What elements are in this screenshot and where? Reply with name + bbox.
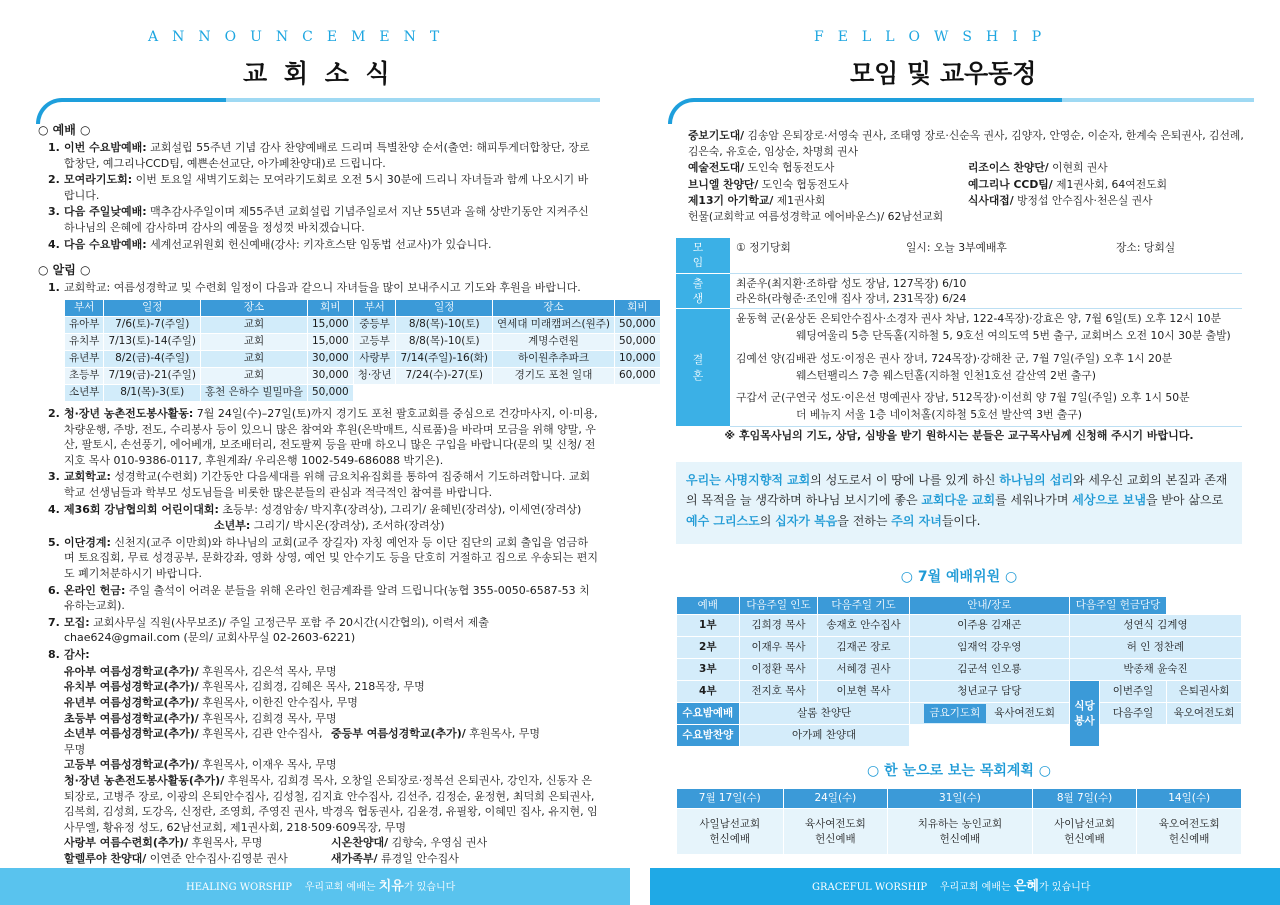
worship-cell: 1부 xyxy=(677,615,740,637)
worship-cell: 2부 xyxy=(677,637,740,659)
worship-header: 안내/장로 xyxy=(909,597,1069,615)
thanks-pair xyxy=(64,851,598,867)
worship-extra-row: 수요밤찬양 아가페 찬양대 xyxy=(677,725,1242,747)
left-footer: HEALING WORSHIP 우리교회 예배는 치유가 있습니다 xyxy=(0,868,630,905)
schedule-cell: 30,000 xyxy=(307,367,353,384)
right-footer: GRACEFUL WORSHIP 우리교회 예배는 은혜가 있습니다 xyxy=(650,868,1280,905)
notice-item: 2. 청·장년 농촌전도봉사활동: 7월 24일(수)–27일(토)까지 경기도 포천 팔호교회를 중심으로 건강마사지, 이·미용, 차량운행, 주방, 전도, 수리봉사 등이 있으니 많은 참여와 후원(은박매트, 식료품)을 바라며 모금을 위해 양말, 우산, 팔토시, 손선풍기, 에어베개, 보조배터리, 전도팔찌 등을 판매 하오니 많은 구입을 바랍니다(문의 및 신청/ 전지호 목사 010-9386-0117, 후원계좌/ 우리은행 1002-549-686088 박기은). xyxy=(48,406,598,467)
schedule-header-row xyxy=(65,299,661,316)
schedule-cell: 홍천 은하수 빌밀마을 xyxy=(200,384,307,401)
thanks-item: 초등부 여름성경학교(추가)/ 후원목사, 김희경 목사, 무명 xyxy=(64,711,337,725)
schedule-row xyxy=(65,350,661,367)
worship-cell: 청년교구 담당 xyxy=(909,681,1069,703)
plan-row xyxy=(677,809,1242,855)
worship-cell: 임재억 강우영 xyxy=(909,637,1069,659)
notice-list xyxy=(38,406,598,663)
title-rule-right xyxy=(226,98,600,102)
plan-cell: 치유하는 농인교회 헌신예배 xyxy=(888,809,1033,855)
support-pair: 예술전도대/ 도인숙 협동전도사 리조이스 찬양단/ 이현희 권사 xyxy=(688,161,1108,175)
notice-item: 4. 제36회 강남협의회 어린이대회: 초등부: 성경암송/ 박지후(장려상), 그리기/ 윤혜빈(장려상), 이세연(장려상) xyxy=(48,502,582,516)
birth-label: 출 생 xyxy=(676,273,730,309)
support-pair: 제13기 아기학교/ 제1권사회 식사대접/ 방정섭 안수집사·천은실 권사 xyxy=(688,193,1153,207)
schedule-cell: 교회 xyxy=(200,350,307,367)
schedule-cell: 15,000 xyxy=(307,333,353,350)
thanks-item: 중보기도대/ 김송암 은퇴장로·서영숙 권사, 조태영 장로·신순옥 권사, 김양자, 안영순, 이순자, 한계숙 은퇴권사, 김선례, 김은숙, 유호순, 임상순, 차명희 권사 xyxy=(688,129,1244,159)
worship-cell: 김군석 인오룡 xyxy=(909,659,1069,681)
schedule-cell: 7/24(수)-27(토) xyxy=(396,367,493,384)
notice-item: 1. 교회학교: 여름성경학교 및 수련회 일정이 다음과 같으니 자녀들을 많이 보내주시고 기도와 후원을 바랍니다. xyxy=(38,280,598,296)
worship-header: 다음주일 인도 xyxy=(739,597,818,615)
worship-header: 다음주일 헌금담당 xyxy=(1069,597,1166,615)
worship-cell: 허 인 정찬례 xyxy=(1069,637,1241,659)
schedule-cell: 50,000 xyxy=(615,316,661,333)
announcement-content xyxy=(38,118,656,867)
schedule-row xyxy=(65,333,661,350)
wedding-row: 결 혼 윤동혁 군(윤상돈 은퇴안수집사·소경자 권사 차남, 122-4목장)·강효은 양, 7월 6일(토) 오후 12시 10분 웨딩여울리 5층 단독홀(지하철 5, 9호선 여의도역 5번 출구, 교회버스 오전 10시 30분 출발) 김예선 양(김배관 성도·이정은 권사 장녀, 724목장)·강해찬 군, 7월 7일(주일) 오후 1시 20분 웨스턴팰리스 7층 웨스턴홀(지하철 인천1호선 갈산역 2번 출구) 구갑서 군(구연국 성도·이은선 명예권사 장남, 512목장)·이선희 양 7월 7일(주일) 오후 1시 50분 더 베뉴지 서울 1층 네이처홀(지하철 5호선 발산역 3번 출구) xyxy=(676,309,1242,426)
schedule-cell: 50,000 xyxy=(615,333,661,350)
schedule-cell: 교회 xyxy=(200,367,307,384)
right-page xyxy=(650,0,1280,905)
schedule-cell: 청·장년 xyxy=(353,367,396,384)
schedule-header: 일정 xyxy=(104,299,201,316)
thanks-item: 유아부 여름성경학교(추가)/ 후원목사, 김은석 목사, 무명 xyxy=(64,664,337,678)
worship-row xyxy=(677,637,1242,659)
thanks-item: 청·장년 농촌전도봉사활동(추가)/ 후원목사, 김희경 목사, 오창일 은퇴장로·정복선 은퇴권사, 강인자, 신동자 은퇴장로, 고병주 장로, 이광의 은퇴안수집사, 김성철, 김지효 안수집사, 김선주, 김정순, 윤정현, 최덕희 은퇴권사, 김복희, 김성희, 도강옥, 신정란, 조영희, 주영진 권사, 박경옥 협동권사, 김윤경, 유필왕, 이혜민 집사, 유지현, 임사무엘, 황유정 성도, 62남선교회, 제1권사회, 218·509·609목장, 무명 xyxy=(64,773,598,834)
school-schedule-table xyxy=(64,299,661,402)
schedule-row xyxy=(65,316,661,333)
meeting-row: 모 임 ① 정기당회 일시: 오늘 3부예배후 장소: 당회실 xyxy=(676,238,1242,273)
plan-cell: 육오여전도회 헌신예배 xyxy=(1137,809,1242,855)
worship-cell: 서혜경 권사 xyxy=(818,659,909,681)
schedule-cell: 경기도 포천 일대 xyxy=(493,367,615,384)
support-pair: 브니엘 찬양단/ 도인숙 협동전도사 예그리나 CCD팀/ 제1권사회, 64여전도회 xyxy=(688,177,1168,191)
school-intro: 교회학교: 여름성경학교 및 수련회 일정이 다음과 같으니 자녀들을 많이 보내주시고 기도와 후원을 바랍니다. xyxy=(64,281,581,295)
worship-item: 3. 다음 주일낮예배: 맥추감사주일이며 제55주년 교회설립 기념주일로서 지난 55년과 올해 상반기동안 지켜주신 하나님의 은혜에 감사하며 감사의 예물을 정성껏 바치겠습니다. xyxy=(48,205,589,235)
worship-cell: 4부 xyxy=(677,681,740,703)
support-pairs xyxy=(688,160,1248,209)
worship-header: 예배 xyxy=(677,597,740,615)
fellowship-title: 모임 및 교우동정 xyxy=(850,59,1037,88)
schedule-cell: 소년부 xyxy=(65,384,104,401)
schedule-cell: 교회 xyxy=(200,316,307,333)
schedule-cell: 유년부 xyxy=(65,350,104,367)
schedule-header: 부서 xyxy=(353,299,396,316)
schedule-cell: 유아부 xyxy=(65,316,104,333)
worship-cell: 성연식 김계영 xyxy=(1069,615,1241,637)
schedule-cell: 계명수련원 xyxy=(493,333,615,350)
plan-cell: 사일남선교회 헌신예배 xyxy=(677,809,784,855)
schedule-cell: 고등부 xyxy=(353,333,396,350)
worship-header: 다음주일 기도 xyxy=(818,597,909,615)
schedule-cell: 30,000 xyxy=(307,350,353,367)
pastoral-plan-title: ○ 한 눈으로 보는 목회계획 ○ xyxy=(866,763,1052,779)
pastoral-plan-table xyxy=(676,788,1242,855)
schedule-cell: 60,000 xyxy=(615,367,661,384)
worship-cell: 박종채 윤숙진 xyxy=(1069,659,1241,681)
thanks-item: 유치부 여름성경학교(추가)/ 후원목사, 김희경, 김혜은 목사, 218목장, 무명 xyxy=(64,680,425,694)
plan-header: 24일(수) xyxy=(783,789,888,809)
plan-header: 31일(수) xyxy=(888,789,1033,809)
plan-header: 8월 7일(수) xyxy=(1032,789,1137,809)
fellowship-eng-title: FELLOWSHIP xyxy=(814,29,1056,45)
worship-cell: 이주용 김재곤 xyxy=(909,615,1069,637)
schedule-header: 회비 xyxy=(615,299,661,316)
thanks-item: 유년부 여름성경학교(추가)/ 후원목사, 이한진 안수집사, 무명 xyxy=(64,695,358,709)
schedule-cell: 8/1(목)-3(토) xyxy=(104,384,201,401)
schedule-cell: 7/19(금)-21(주일) xyxy=(104,367,201,384)
worship-cell: 김재곤 장로 xyxy=(818,637,909,659)
schedule-header: 회비 xyxy=(307,299,353,316)
worship-cell: 이재우 목사 xyxy=(739,637,818,659)
events-table xyxy=(676,238,1242,427)
pastor-notice: ※ 후임목사님의 기도, 상담, 심방을 받기 원하시는 분들은 교구목사님께 신청해 주시기 바랍니다. xyxy=(724,429,1194,442)
worship-item: 2. 모여라기도회: 이번 토요일 새벽기도회는 모여라기도회로 오전 5시 30분에 드리니 자녀들과 함께 나오시기 바랍니다. xyxy=(48,173,589,202)
plan-cell: 육사여전도회 헌신예배 xyxy=(783,809,888,855)
schedule-cell: 15,000 xyxy=(307,316,353,333)
schedule-cell: 8/8(목)-10(토) xyxy=(396,316,493,333)
mission-statement: 우리는 사명지향적 교회의 성도로서 이 땅에 나를 있게 하신 하나님의 섭리와 세우신 교회의 본질과 존재의 목적을 늘 생각하며 하나님 보시기에 좋은 교회다운 교회를 세워나가며 세상으로 보냄을 받아 삶으로 예수 그리스도의 십자가 복음을 전하는 주의 자녀들이다. xyxy=(676,462,1242,544)
notice-item: 5. 이단경계: 신천지(교주 이만희)와 하나님의 교회(교주 장길자) 자칭 예언자 등 이단 집단의 교회 출입을 엄금하며 토요집회, 무료 성경공부, 문화강좌, 영화 상영, 예언 및 안수기도 등을 단호히 거절하고 집으로 우송되는 편지도 폐기처분하시기 바랍니다. xyxy=(48,535,598,581)
schedule-cell: 7/13(토)-14(주일) xyxy=(104,333,201,350)
schedule-cell: 8/8(목)-10(토) xyxy=(396,333,493,350)
schedule-cell: 7/6(토)-7(주일) xyxy=(104,316,201,333)
thanks-item: 시온찬양대/ 김향숙, 우영심 권사 xyxy=(331,836,488,850)
schedule-cell: 유치부 xyxy=(65,333,104,350)
worship-row xyxy=(677,615,1242,637)
schedule-cell: 하이원추추파크 xyxy=(493,350,615,367)
worship-cell: 이정환 목사 xyxy=(739,659,818,681)
notice-item: 6. 온라인 헌금: 주일 출석이 어려운 분들을 위해 온라인 헌금계좌를 알려 드립니다(농협 355-0050-6587-53 치유하는교회). xyxy=(48,583,590,613)
worship-row: 4부 전지호 목사 이보현 목사 청년교구 담당 식당봉사 이번주일 은퇴권사회 xyxy=(677,681,1242,703)
schedule-cell: 연세대 미래캠퍼스(원주) xyxy=(493,316,615,333)
worship-extra-row: 수요밤예배 살롬 찬양단 금요기도회 육사여전도회 다음주일 육오여전도회 xyxy=(677,703,1242,725)
worship-cell: 3부 xyxy=(677,659,740,681)
notice-item: 7. 모집: 교회사무실 직원(사무보조)/ 주일 고정근무 포함 주 20시간(시간협의), 이력서 제출 chae624@gmail.com (문의/ 교회사무실 02-2603-6221) xyxy=(48,615,489,645)
notice-item: 소년부: 그리기/ 박시온(장려상), 조서하(장려상) xyxy=(214,519,445,533)
announcement-title: 교 회 소 식 xyxy=(243,59,394,88)
thanks-item: 사랑부 여름수련회(추가)/ 후원목사, 무명 xyxy=(64,836,263,850)
thanks-item: 할렐루야 찬양대/ 이연준 안수집사·김영분 권사 xyxy=(64,852,288,865)
schedule-cell xyxy=(353,384,396,401)
schedule-row xyxy=(65,367,661,384)
notice-heading: ○ 알림 ○ xyxy=(38,263,91,278)
worship-list xyxy=(38,140,598,252)
schedule-header: 장소 xyxy=(200,299,307,316)
schedule-cell: 8/2(금)-4(주일) xyxy=(104,350,201,367)
schedule-cell xyxy=(493,384,615,401)
schedule-cell: 10,000 xyxy=(615,350,661,367)
worship-cell: 전지호 목사 xyxy=(739,681,818,703)
thanks-item: 중등부 여름성경학교(추가)/ 후원목사, 무명 xyxy=(331,727,541,741)
schedule-cell: 중등부 xyxy=(353,316,396,333)
plan-header: 14일(수) xyxy=(1137,789,1242,809)
schedule-cell: 초등부 xyxy=(65,367,104,384)
support-last: 헌물(교회학교 여름성경학교 에어바운스)/ 62남선교회 xyxy=(688,209,944,223)
thanks-item: 새가족부/ 류경일 안수집사 xyxy=(331,852,459,865)
announcement-eng-title: ANNOUNCEMENT xyxy=(148,29,454,45)
worship-row xyxy=(677,659,1242,681)
worship-cell: 이보현 목사 xyxy=(818,681,909,703)
meal-label: 식당봉사 xyxy=(1069,681,1099,747)
title-rule-left xyxy=(668,98,1062,124)
schedule-header: 장소 xyxy=(493,299,615,316)
schedule-cell: 사랑부 xyxy=(353,350,396,367)
thanks-item: 고등부 여름성경학교(추가)/ 후원목사, 이재우 목사, 무명 xyxy=(64,758,337,772)
schedule-cell xyxy=(396,384,493,401)
notice-item: 3. 교회학교: 성경학교(수련회) 기간동안 다음세대를 위해 금요치유집회를 통하여 집중해서 기도하려합니다. 교회학교 선생님들과 학부모 성도님들을 비롯한 많은분들의 관심과 적극적인 참여를 바랍니다. xyxy=(48,470,591,499)
notice-item: 8. 감사: xyxy=(48,648,90,662)
schedule-row xyxy=(65,384,661,401)
worship-item: 1. 이번 수요밤예배: 교회설립 55주년 기념 감사 찬양예배로 드리며 특별찬양 순서(출연: 해피투게더합창단, 장로합창단, 예그리나CCD팀, 예쁜손선교단, 아가페찬양대)로 드립니다. xyxy=(48,141,590,170)
birth-row: 출 생 최준우(최지환·조하람 성도 장남, 127목장) 6/10 라온하(라형준·조인애 집사 장녀, 231목장) 6/24 xyxy=(676,273,1242,309)
title-rule-right xyxy=(1062,98,1254,102)
thanks-pair xyxy=(64,835,598,851)
plan-cell: 사이남선교회 헌신예배 xyxy=(1032,809,1137,855)
worship-cell: 송재호 안수집사 xyxy=(818,615,909,637)
worship-committee-table xyxy=(676,596,1242,747)
plan-header-row xyxy=(677,789,1242,809)
meeting-label: 모 임 xyxy=(676,238,730,273)
schedule-header: 일정 xyxy=(396,299,493,316)
worship-cell: 김희경 목사 xyxy=(739,615,818,637)
schedule-cell: 교회 xyxy=(200,333,307,350)
schedule-header: 부서 xyxy=(65,299,104,316)
thanks-list xyxy=(38,664,598,867)
support-box xyxy=(688,128,1248,225)
schedule-cell: 7/14(주일)-16(화) xyxy=(396,350,493,367)
thanks-pair xyxy=(64,726,598,757)
worship-committee-title: ○ 7월 예배위원 ○ xyxy=(900,569,1018,585)
worship-header-row xyxy=(677,597,1242,615)
worship-heading: ○ 예배 ○ xyxy=(38,123,91,137)
support-list xyxy=(688,128,1248,160)
schedule-cell: 50,000 xyxy=(307,384,353,401)
worship-item: 4. 다음 수요밤예배: 세계선교위원회 헌신예배(강사: 키자흐스탄 임동법 선교사)가 있습니다. xyxy=(48,237,492,251)
plan-header: 7월 17일(수) xyxy=(677,789,784,809)
thanks-item: 소년부 여름성경학교(추가)/ 후원목사, 김관 안수집사, 무명 xyxy=(64,727,323,756)
wedding-label: 결 혼 xyxy=(676,309,730,426)
